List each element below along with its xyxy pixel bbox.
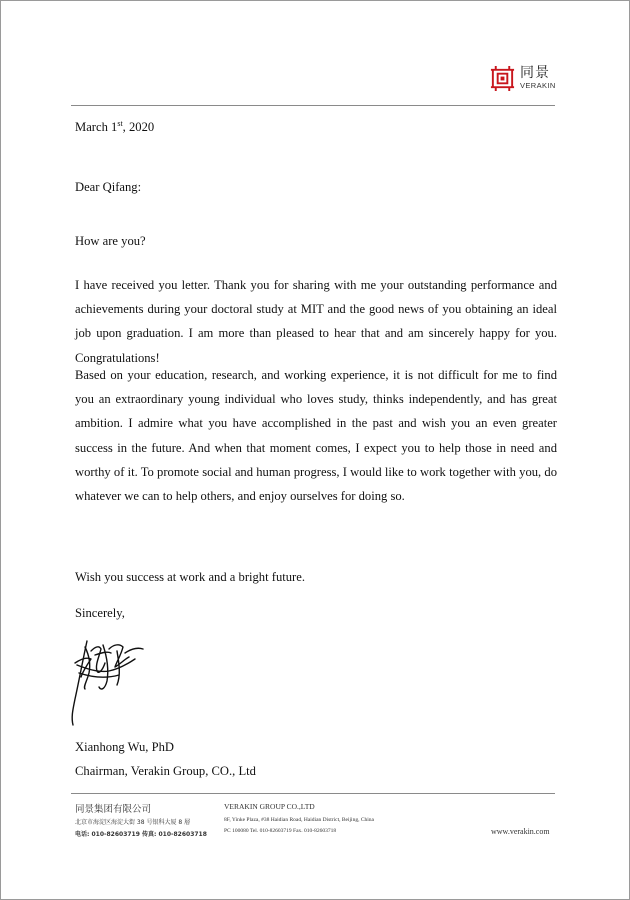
closing: Sincerely, [75, 606, 125, 620]
handwritten-signature [65, 629, 149, 729]
paragraph-1: I have received you letter. Thank you for sharing with me your outstanding performance and achievements during your doctoral study at MIT and the good news of you obtaining an ideal job upon graduation. I am more than pleased to hear that and am sincerely happy for you. Congratulations! [75, 278, 557, 365]
header-divider [71, 105, 555, 106]
footer-contact-en: PC 100080 Tel. 010-82603719 Fax. 010-82603718 [224, 828, 337, 834]
greeting: How are you? [75, 234, 146, 248]
signer-name: Xianhong Wu, PhD [75, 740, 174, 754]
footer-address-en: 8F, Yinke Plaza, #38 Haidian Road, Haidian District, Beijing, China [224, 817, 374, 823]
letter-date: March 1st, 2020 [75, 119, 155, 134]
footer-website: www.verakin.com [491, 827, 550, 836]
logo-chinese-name: 同景 [520, 65, 550, 82]
salutation: Dear Qifang: [75, 180, 142, 194]
footer-phone-cn: 电话: 010-82603719 传真: 010-82603718 [75, 831, 207, 838]
logo-english-name: VERAKIN [520, 81, 556, 91]
company-logo [489, 65, 556, 91]
paragraph-2: Based on your education, research, and working experience, it is not difficult for me to find you an extraordinary young individual who loves study, thinks independently, and has great ambition. I admire what you have accomplished in the past and wish you an even greater success in the future. And when that moment comes, I expect you to help those in need and worthy of it. To promote social and human progress, I would like to work together with you, do whatever we can to help others, and enjoy ourselves for doing so. [75, 368, 557, 504]
closing-wish: Wish you success at work and a bright future. [75, 570, 305, 584]
verakin-logo-icon [489, 65, 516, 92]
footer-company-cn: 同景集团有限公司 [75, 804, 152, 815]
footer-address-cn: 北京市海淀区海淀大街 38 号银科大厦 8 層 [75, 819, 191, 826]
footer-divider [71, 793, 555, 794]
footer-company-en: VERAKIN GROUP CO.,LTD [224, 802, 315, 811]
signer-title: Chairman, Verakin Group, CO., Ltd [75, 764, 256, 778]
